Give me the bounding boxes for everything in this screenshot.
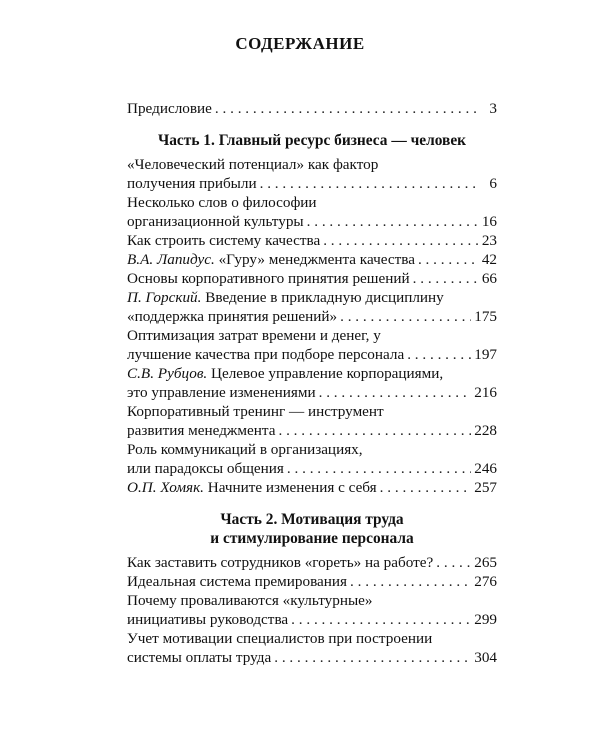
entry-title-line: или парадоксы общения <box>127 460 284 477</box>
toc-entry[interactable] <box>127 364 497 402</box>
page-number: 216 <box>474 384 497 401</box>
entry-title-line: Идеальная система премирования <box>127 573 348 590</box>
dot-leader <box>287 459 471 478</box>
dot-leader <box>413 269 479 288</box>
dot-leader <box>291 610 471 629</box>
toc-entry[interactable] <box>127 193 497 231</box>
entry-title-line: Оптимизация затрат времени и денег, у <box>127 327 381 344</box>
toc-entry[interactable] <box>127 155 497 193</box>
entry-title-line: «Гуру» менеджмента качества <box>218 251 415 268</box>
page-number: 276 <box>474 573 497 590</box>
dot-leader <box>436 553 471 572</box>
toc-entry[interactable] <box>127 440 497 478</box>
dot-leader <box>418 250 479 269</box>
toc-entry-preface[interactable] <box>127 99 497 118</box>
page-number: 299 <box>474 611 497 628</box>
page-number: 66 <box>481 270 497 287</box>
page-number: 257 <box>474 479 497 496</box>
entry-title-line: Как заставить сотрудников «гореть» на работе? <box>127 554 434 571</box>
page-title: СОДЕРЖАНИЕ <box>235 34 365 53</box>
toc-entry[interactable] <box>127 326 497 364</box>
entry-title-line: Начните изменения с себя <box>207 479 377 496</box>
toc-entry[interactable] <box>127 572 497 591</box>
entry-title-line: Основы корпоративного принятия решений <box>127 270 410 287</box>
entry-title-line: это управление изменениями <box>127 384 316 401</box>
entry-title-line: организационной культуры <box>127 213 304 230</box>
toc-entry[interactable] <box>127 591 497 629</box>
entry-title-line: Почему проваливаются «культурные» <box>127 592 373 609</box>
entry-title-line: Несколько слов о философии <box>127 194 317 211</box>
part1-heading: Часть 1. Главный ресурс бизнеса — человек <box>157 132 467 149</box>
part2-heading-line1: Часть 2. Мотивация труда <box>220 511 404 528</box>
entry-title-line: «Человеческий потенциал» как фактор <box>127 156 379 173</box>
page-number: 246 <box>474 460 497 477</box>
entry-title-line: системы оплаты труда <box>127 649 272 666</box>
dot-leader <box>274 648 471 667</box>
toc-entry[interactable] <box>127 402 497 440</box>
part2-heading-line2: и стимулирование персонала <box>210 530 414 547</box>
dot-leader <box>350 572 471 591</box>
page-number: 3 <box>489 100 497 117</box>
dot-leader <box>260 174 480 193</box>
entry-title-line: развития менеджмента <box>127 422 276 439</box>
page-number: 42 <box>481 251 497 268</box>
dot-leader <box>278 421 471 440</box>
entry-title-line: инициативы руководства <box>127 611 289 628</box>
toc-entry[interactable] <box>127 478 497 497</box>
page-number: 175 <box>474 308 497 325</box>
entry-title-line: получения прибыли <box>127 175 257 192</box>
page-number: 228 <box>474 422 497 439</box>
entry-author: В.А. Лапидус. <box>127 251 215 268</box>
entry-title-line: «поддержка принятия решений» <box>127 308 338 325</box>
page-number: 304 <box>474 649 497 666</box>
toc-entry[interactable] <box>127 288 497 326</box>
entry-title-line: лучшение качества при подборе персонала <box>127 346 405 363</box>
dot-leader <box>380 478 472 497</box>
dot-leader <box>307 212 479 231</box>
entry-title-line: Введение в прикладную дисциплину <box>205 289 444 306</box>
page-number: 197 <box>474 346 497 363</box>
page-number: 16 <box>481 213 497 230</box>
toc-entry[interactable] <box>127 250 497 269</box>
entry-author: С.В. Рубцов. <box>127 365 208 382</box>
toc-entry[interactable] <box>127 269 497 288</box>
entry-title-line: Целевое управление корпорациями, <box>211 365 444 382</box>
toc-entry[interactable] <box>127 629 497 667</box>
page-number: 23 <box>481 232 497 249</box>
entry-title-line: Корпоративный тренинг — инструмент <box>127 403 384 420</box>
toc-entry[interactable] <box>127 553 497 572</box>
dot-leader <box>340 307 471 326</box>
entry-title-line: Учет мотивации специалистов при построении <box>127 630 433 647</box>
page-number: 6 <box>489 175 497 192</box>
dot-leader <box>319 383 472 402</box>
entry-title-line: Как строить систему качества <box>127 232 321 249</box>
dot-leader <box>323 231 479 250</box>
entry-title-line: Роль коммуникаций в организациях, <box>127 441 363 458</box>
entry-title: Предисловие <box>127 100 212 117</box>
dot-leader <box>407 345 471 364</box>
entry-author: О.П. Хомяк. <box>127 479 204 496</box>
entry-author: П. Горский. <box>127 289 202 306</box>
part2-heading <box>127 510 497 548</box>
dot-leader <box>215 99 480 118</box>
page-number: 265 <box>474 554 497 571</box>
toc-entry[interactable] <box>127 231 497 250</box>
